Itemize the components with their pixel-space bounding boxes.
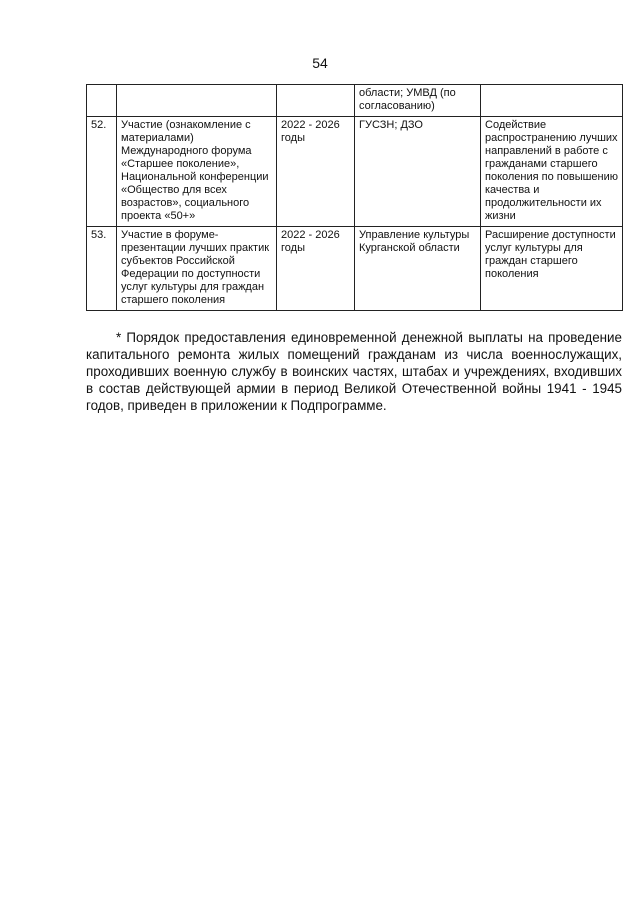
event-cell: Участие в форуме-презентации лучших практик субъектов Российской Федерации по доступности услуг культуры для граждан старшего поколения: [117, 227, 277, 311]
table-row: [87, 227, 623, 311]
row-number-cell: [87, 85, 117, 117]
result-cell: Расширение доступности услуг культуры для граждан старшего поколения: [481, 227, 623, 311]
term-cell: [277, 85, 355, 117]
footnote: * Порядок предоставления единовременной денежной выплаты на проведение капитального ремонта жилых помещений гражданам из числа военнослужащих, проходивших военную службу в воинских частях, штабах и учреждениях, входивших в состав действующей армии в период Великой Отечественной войны 1941 - 1945 годов, приведен в приложении к Подпрограмме.: [86, 330, 622, 414]
executor-cell: ГУСЗН; ДЗО: [355, 117, 481, 227]
event-cell: Участие (ознакомление с материалами) Международного форума «Старшее поколение», Национальной конференции «Общество для всех возрастов», социального проекта «50+»: [117, 117, 277, 227]
row-number-cell: 53.: [87, 227, 117, 311]
result-cell: Содействие распространению лучших направлений в работе с гражданами старшего поколения по повышению качества и продолжительности их жизни: [481, 117, 623, 227]
term-cell: 2022 - 2026 годы: [277, 227, 355, 311]
row-number-cell: 52.: [87, 117, 117, 227]
event-cell: [117, 85, 277, 117]
table-row: [87, 117, 623, 227]
page-number: 54: [312, 55, 328, 71]
executor-cell: области; УМВД (по согласованию): [355, 85, 481, 117]
activities-table: [86, 84, 623, 311]
term-cell: 2022 - 2026 годы: [277, 117, 355, 227]
executor-cell: Управление культуры Курганской области: [355, 227, 481, 311]
table-row: [87, 85, 623, 117]
result-cell: [481, 85, 623, 117]
